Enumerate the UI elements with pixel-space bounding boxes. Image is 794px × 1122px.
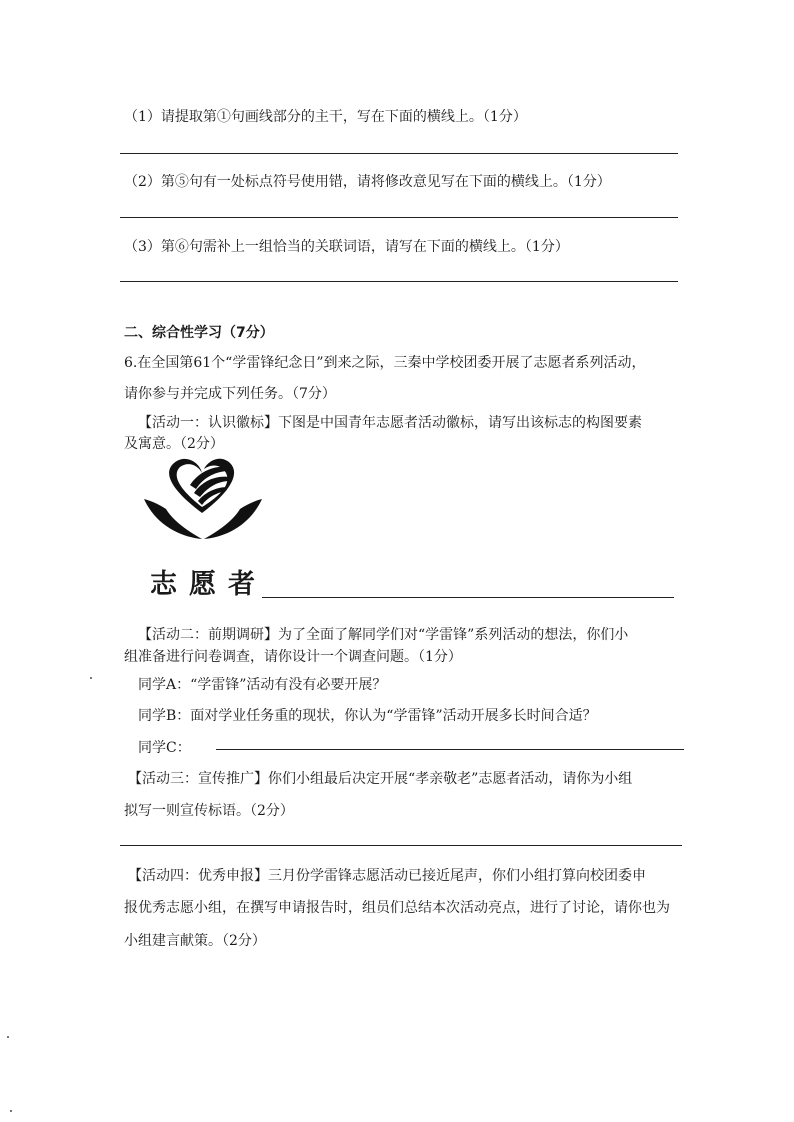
volunteer-heart-hand-icon <box>138 455 268 540</box>
activity1-line-2: 及寓意。（2分） <box>124 436 224 452</box>
activity3-line-1: 【活动三：宣传推广】你们小组最后决定开展“孝亲敬老”志愿者活动，请你为小组 <box>128 771 633 787</box>
scan-speck <box>10 1110 12 1112</box>
activity2-line-1: 【活动二：前期调研】为了全面了解同学们对“学雷锋”系列活动的想法，你们小 <box>138 627 629 643</box>
student-c-answer-line[interactable] <box>216 749 684 750</box>
section-heading: 二、综合性学习（7分） <box>124 325 274 341</box>
activity4-line-1: 【活动四：优秀申报】三月份学雷锋志愿活动已接近尾声，你们小组打算向校团委申 <box>128 868 646 884</box>
scan-speck <box>90 677 92 679</box>
activity2-line-2: 组准备进行问卷调查，请你设计一个调查问题。（1分） <box>124 649 462 665</box>
slogan-answer-line[interactable] <box>120 845 682 846</box>
intro-line-1: 6.在全国第61个“学雷锋纪念日”到来之际，三秦中学校团委开展了志愿者系列活动， <box>124 355 646 371</box>
intro-line-2: 请你参与并完成下列任务。（7分） <box>124 386 336 402</box>
answer-line-2[interactable] <box>120 217 678 218</box>
student-a: 同学A：“学雷锋”活动有没有必要开展？ <box>138 677 387 693</box>
scan-speck <box>7 1036 9 1038</box>
student-c-label: 同学C： <box>138 740 191 756</box>
answer-line-3[interactable] <box>120 281 678 282</box>
logo-answer-line[interactable] <box>262 597 674 598</box>
question-3: （3）第⑥句需补上一组恰当的关联词语，请写在下面的横线上。（1分） <box>124 239 569 255</box>
activity3-line-2: 拟写一则宣传标语。（2分） <box>124 803 294 819</box>
activity1-line-1: 【活动一：认识徽标】下图是中国青年志愿者活动徽标，请写出该标志的构图要素 <box>138 415 642 431</box>
answer-line-1[interactable] <box>120 153 678 154</box>
logo-caption: 志愿者 <box>150 569 267 600</box>
activity4-line-2: 报优秀志愿小组，在撰写申请报告时，组员们总结本次活动亮点，进行了讨论，请你也为 <box>124 900 670 916</box>
student-b: 同学B：面对学业任务重的现状，你认为“学雷锋”活动开展多长时间合适？ <box>138 708 597 724</box>
question-1: （1）请提取第①句画线部分的主干，写在下面的横线上。（1分） <box>124 109 527 125</box>
activity4-line-3: 小组建言献策。（2分） <box>124 933 266 949</box>
question-2: （2）第⑤句有一处标点符号使用错，请将修改意见写在下面的横线上。（1分） <box>124 174 611 190</box>
